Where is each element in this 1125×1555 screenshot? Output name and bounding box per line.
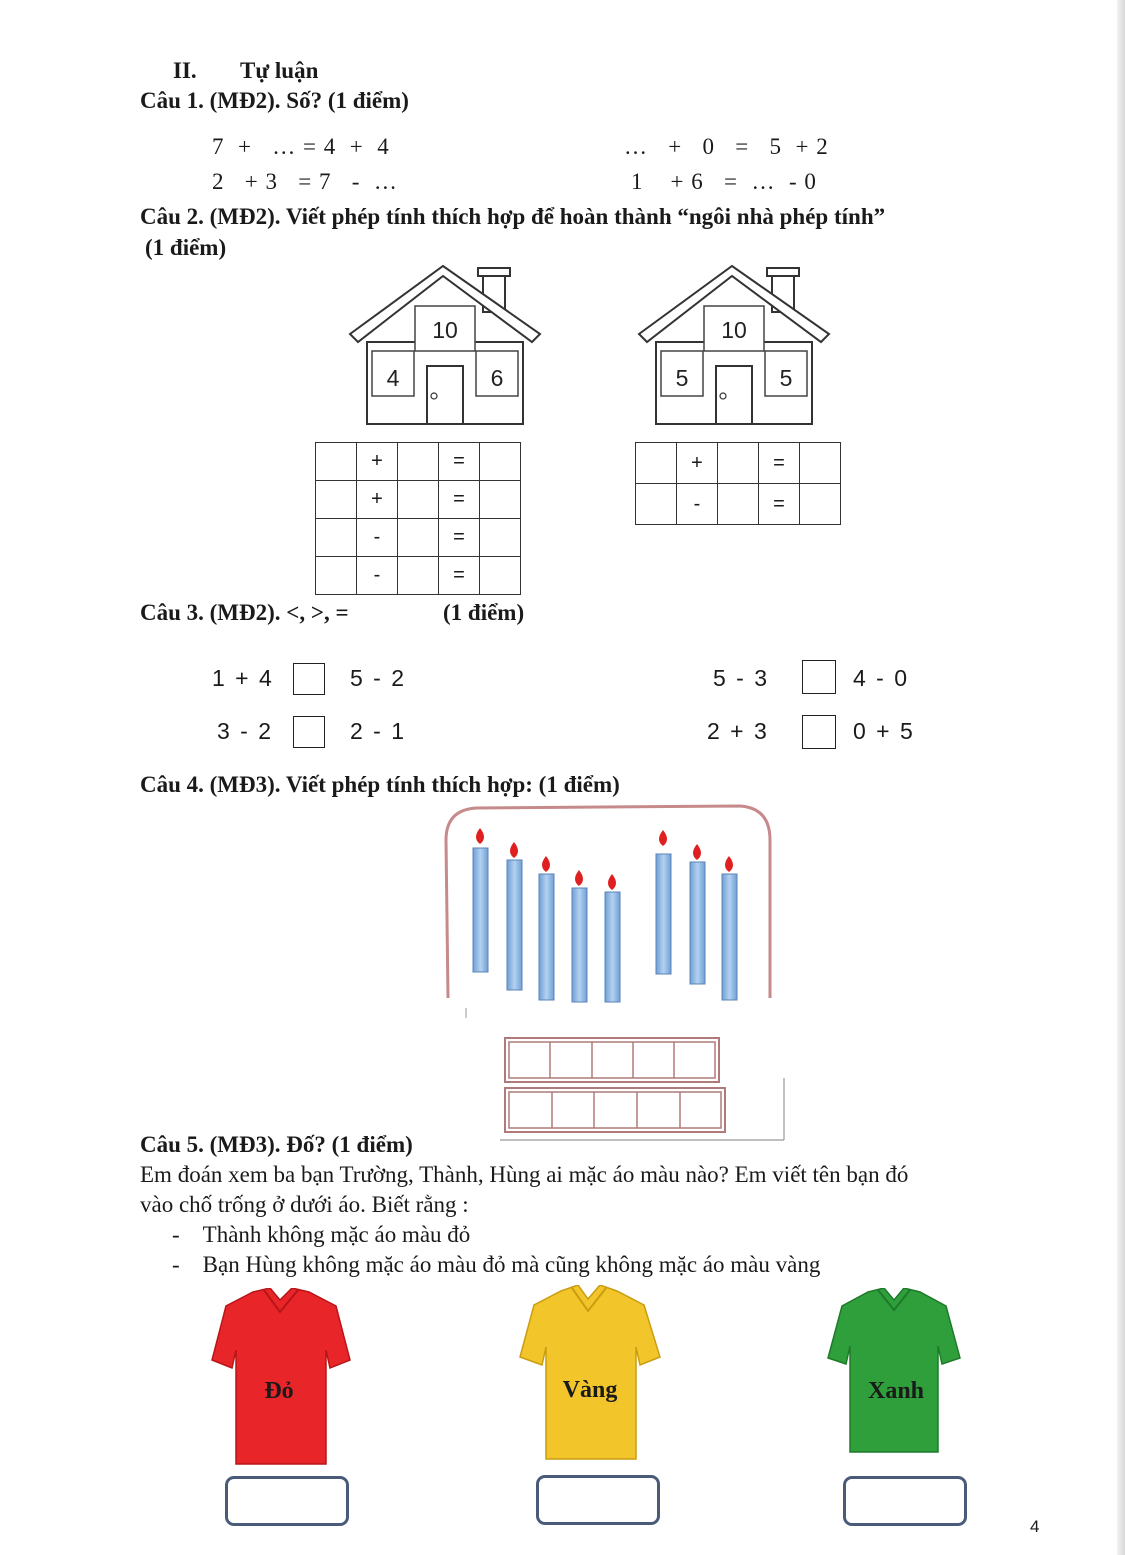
table-row [316, 557, 521, 595]
operator-cell: - [357, 519, 398, 557]
section-roman: II. [173, 58, 197, 83]
q3-right-expr-1: 5 - 2 [350, 665, 405, 691]
table-row [636, 484, 841, 525]
q5-bullet-2: - Bạn Hùng không mặc áo màu đỏ mà cũng không mặc áo màu vàng [172, 1252, 821, 1277]
house2-top-number: 10 [721, 317, 747, 343]
table-row [316, 443, 521, 481]
q3-right-expr-4: 0 + 5 [853, 718, 913, 744]
candle-icon [507, 842, 522, 990]
q5-text-line-2: vào chố trống ở dưới áo. Biết rằng : [140, 1192, 469, 1217]
q2-title: Câu 2. (MĐ2). Viết phép tính thích hợp để hoàn thành “ngôi nhà phép tính” [140, 204, 886, 229]
red-shirt-icon [208, 1288, 354, 1468]
q5-text-line-1: Em đoán xem ba bạn Trường, Thành, Hùng ai mặc áo màu nào? Em viết tên bạn đó [140, 1162, 909, 1187]
q1-eq-b: 2 + 3 = 7 - … [212, 169, 398, 194]
section-title: Tự luận [240, 58, 319, 83]
q1-eq-d: 1 + 6 = … - 0 [631, 169, 817, 194]
answer-cell[interactable] [480, 481, 521, 519]
green-shirt-icon [826, 1288, 962, 1454]
answer-cell[interactable] [316, 557, 357, 595]
answer-cell[interactable] [398, 557, 439, 595]
q3-title: Câu 3. (MĐ2). <, >, = [140, 600, 349, 625]
table-row [316, 481, 521, 519]
number-house-1 [345, 262, 545, 427]
house2-answer-table [635, 442, 841, 525]
answer-cell[interactable] [316, 443, 357, 481]
answer-cell[interactable] [480, 519, 521, 557]
q5-bullet-1: - Thành không mặc áo màu đỏ [172, 1222, 471, 1247]
candle-icon [539, 856, 554, 1000]
operator-cell: - [357, 557, 398, 595]
operator-cell: + [357, 481, 398, 519]
answer-cell[interactable] [636, 484, 677, 525]
q3-points: (1 điểm) [443, 600, 525, 625]
q4-answer-grid[interactable] [500, 1030, 790, 1145]
equals-cell: = [439, 481, 480, 519]
q2-points: (1 điểm) [145, 235, 227, 260]
compare-box-3[interactable] [293, 716, 325, 748]
table-row [316, 519, 521, 557]
answer-cell[interactable] [398, 481, 439, 519]
page-edge-shadow [1117, 0, 1125, 1555]
house1-top-number: 10 [432, 317, 458, 343]
candle-icon [473, 828, 488, 972]
house1-right-number: 6 [490, 365, 504, 391]
equals-cell: = [439, 443, 480, 481]
q3-left-expr-3: 3 - 2 [217, 718, 272, 744]
q3-left-expr-2: 5 - 3 [713, 665, 768, 691]
house1-answer-table [315, 442, 521, 595]
q3-left-expr-4: 2 + 3 [707, 718, 767, 744]
red-shirt-name-box[interactable] [225, 1476, 349, 1526]
compare-box-4[interactable] [802, 715, 836, 749]
yellow-shirt-name-box[interactable] [536, 1475, 660, 1525]
red-shirt-label: Đỏ [264, 1378, 294, 1404]
candle-icon [722, 856, 737, 1000]
candle-icon [656, 830, 671, 974]
q3-left-expr-1: 1 + 4 [212, 665, 272, 691]
answer-cell[interactable] [316, 519, 357, 557]
number-house-2 [634, 262, 834, 427]
green-shirt-name-box[interactable] [843, 1476, 967, 1526]
q4-title: Câu 4. (MĐ3). Viết phép tính thích hợp: (1 điểm) [140, 772, 620, 797]
candle-icon [572, 870, 587, 1002]
answer-cell[interactable] [398, 443, 439, 481]
q1-eq-c: … + 0 = 5 + 2 [624, 134, 829, 159]
compare-box-1[interactable] [293, 663, 325, 695]
house2-right-number: 5 [779, 365, 793, 391]
q3-right-expr-3: 2 - 1 [350, 718, 405, 744]
yellow-shirt-icon [516, 1285, 662, 1463]
q5-title: Câu 5. (MĐ3). Đố? (1 điểm) [140, 1132, 413, 1157]
yellow-shirt-label: Vàng [562, 1377, 618, 1403]
operator-cell: + [357, 443, 398, 481]
answer-cell[interactable] [480, 443, 521, 481]
candles-picture [440, 800, 780, 1040]
answer-cell[interactable] [800, 443, 841, 484]
equals-cell: = [759, 484, 800, 525]
operator-cell: - [677, 484, 718, 525]
operator-cell: + [677, 443, 718, 484]
house1-left-number: 4 [386, 365, 400, 391]
q1-eq-a: 7 + … = 4 + 4 [212, 134, 390, 159]
answer-cell[interactable] [800, 484, 841, 525]
table-row [636, 443, 841, 484]
candle-icon [690, 844, 705, 984]
q1-title: Câu 1. (MĐ2). Số? (1 điểm) [140, 88, 409, 113]
answer-cell[interactable] [398, 519, 439, 557]
answer-cell[interactable] [316, 481, 357, 519]
compare-box-2[interactable] [802, 660, 836, 694]
answer-cell[interactable] [636, 443, 677, 484]
house2-left-number: 5 [675, 365, 689, 391]
q3-right-expr-2: 4 - 0 [853, 665, 908, 691]
equals-cell: = [439, 519, 480, 557]
equals-cell: = [759, 443, 800, 484]
green-shirt-label: Xanh [867, 1378, 925, 1404]
answer-cell[interactable] [718, 484, 759, 525]
answer-cell[interactable] [480, 557, 521, 595]
page-number: 4 [1030, 1517, 1040, 1536]
answer-cell[interactable] [718, 443, 759, 484]
candle-icon [605, 874, 620, 1002]
equals-cell: = [439, 557, 480, 595]
